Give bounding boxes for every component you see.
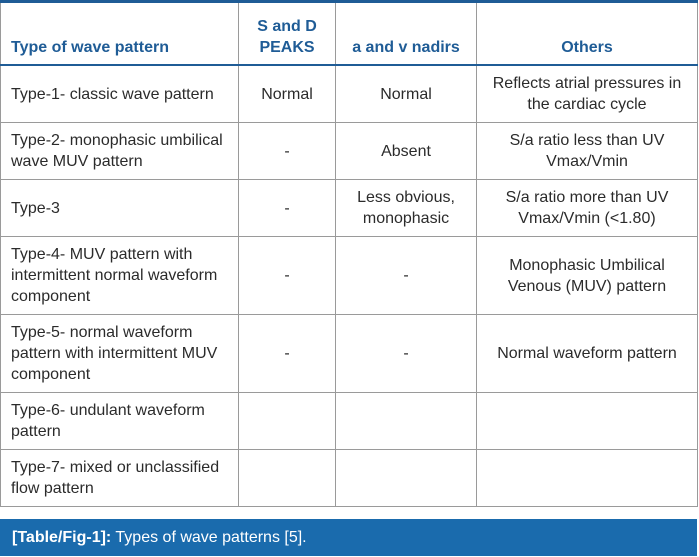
table-cell: - (239, 237, 336, 315)
caption-text: Types of wave patterns [5]. (111, 529, 307, 546)
table-row (1, 65, 698, 123)
table-cell: Type-6- undulant waveform pattern (1, 393, 239, 450)
table-cell: Normal (336, 65, 477, 123)
table-row (1, 315, 698, 393)
header-cell: Others (477, 2, 698, 66)
table-cell (239, 393, 336, 450)
table-cell (477, 450, 698, 507)
table-cell: Less obvious, monophasic (336, 180, 477, 237)
table-cell: Monophasic Umbilical Venous (MUV) pattern (477, 237, 698, 315)
table-cell: Normal (239, 65, 336, 123)
table-cell: Type-4- MUV pattern with intermittent normal waveform component (1, 237, 239, 315)
caption-label: [Table/Fig-1]: (12, 529, 112, 546)
table-cell: S/a ratio less than UV Vmax/Vmin (477, 123, 698, 180)
header-cell: S and D PEAKS (239, 2, 336, 66)
table-cell: - (239, 180, 336, 237)
table-cell: - (336, 237, 477, 315)
figure-caption (0, 519, 697, 556)
table-cell: Type-7- mixed or unclassified flow pattern (1, 450, 239, 507)
table-cell: - (336, 315, 477, 393)
table-cell: - (239, 315, 336, 393)
table-cell: Reflects atrial pressures in the cardiac cycle (477, 65, 698, 123)
table-cell: S/a ratio more than UV Vmax/Vmin (<1.80) (477, 180, 698, 237)
table-cell: Type-1- classic wave pattern (1, 65, 239, 123)
table-cell: Normal waveform pattern (477, 315, 698, 393)
table-cell: Absent (336, 123, 477, 180)
table-row (1, 180, 698, 237)
table-row (1, 393, 698, 450)
table-cell: - (239, 123, 336, 180)
header-cell: Type of wave pattern (1, 2, 239, 66)
header-cell: a and v nadirs (336, 2, 477, 66)
table-cell (239, 450, 336, 507)
table-cell: Type-3 (1, 180, 239, 237)
table-row (1, 450, 698, 507)
table-header-row (1, 2, 698, 66)
table-cell: Type-2- monophasic umbilical wave MUV pattern (1, 123, 239, 180)
table-row (1, 237, 698, 315)
table-cell: Type-5- normal waveform pattern with intermittent MUV component (1, 315, 239, 393)
table-cell (336, 450, 477, 507)
table-cell (336, 393, 477, 450)
table-row (1, 123, 698, 180)
table-cell (477, 393, 698, 450)
